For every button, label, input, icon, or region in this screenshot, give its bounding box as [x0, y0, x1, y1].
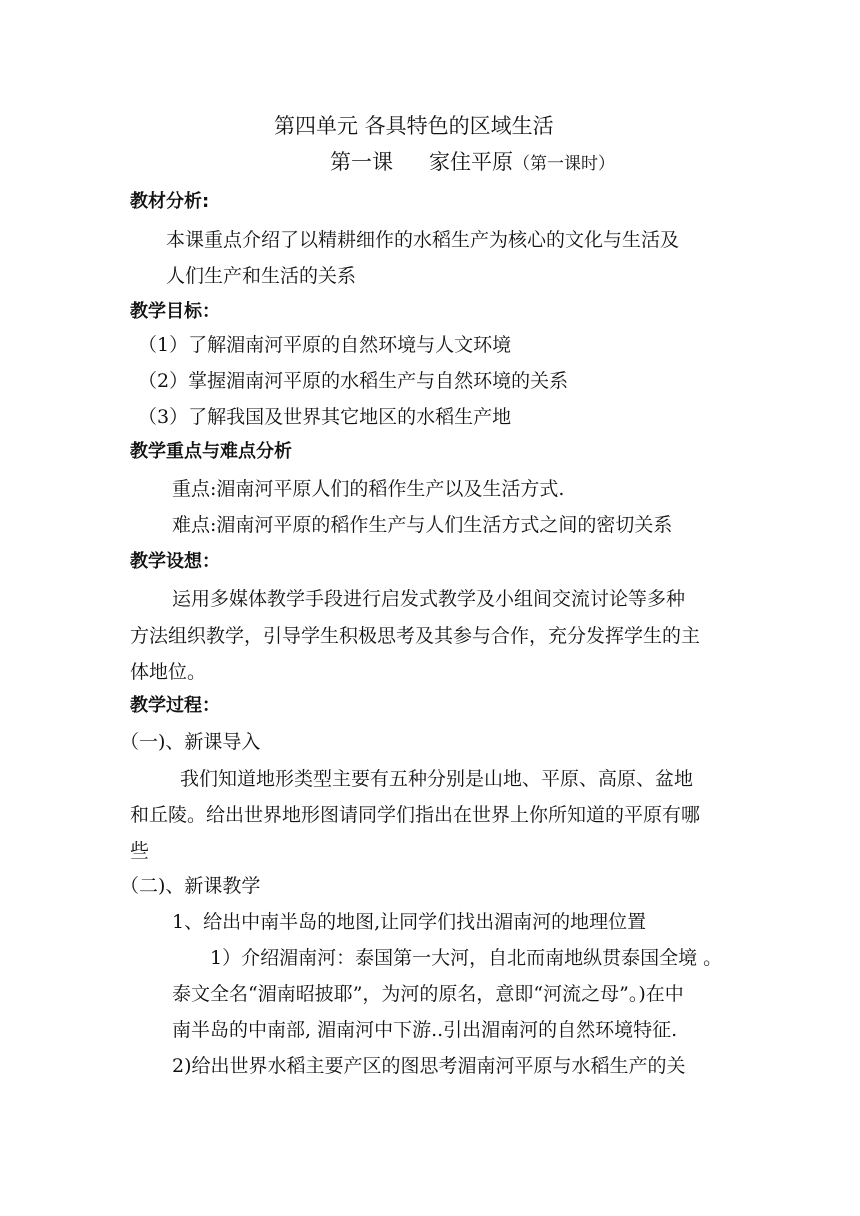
- idea-line-2: 方法组织教学，引导学生积极思考及其参与合作，充分发挥学生的主: [130, 625, 701, 647]
- teach-line-3: 泰文全名“湄南昭披耶”，为河的原名，意即“河流之母”。)在中: [172, 983, 684, 1005]
- analysis-line-1: 本课重点介绍了以精耕细作的水稻生产为核心的文化与生活及: [166, 229, 680, 251]
- keypoint-difficulty: 难点:湄南河平原的稻作生产与人们生活方式之间的密切关系: [172, 514, 673, 536]
- lesson-title: [330, 150, 615, 176]
- teach-line-5: 2)给出世界水稻主要产区的图思考湄南河平原与水稻生产的关: [172, 1055, 686, 1077]
- intro-line-3: 些: [130, 840, 150, 862]
- intro-line-1: 我们知道地形类型主要有五种分别是山地、平原、高原、盆地: [180, 768, 694, 790]
- goal-item-2: （2）掌握湄南河平原的水稻生产与自然环境的关系: [138, 370, 569, 392]
- intro-label: （一)、新课导入: [120, 731, 261, 753]
- idea-heading: 教学设想：: [130, 551, 220, 572]
- lesson-number: 第一课: [330, 150, 393, 174]
- goals-heading: 教学目标：: [130, 301, 220, 322]
- lesson-name: 家住平原: [429, 150, 513, 174]
- lesson-note: （第一课时）: [513, 154, 615, 174]
- process-heading: 教学过程：: [130, 695, 220, 716]
- analysis-line-2: 人们生产和生活的关系: [166, 265, 357, 287]
- keypoint-focus: 重点:湄南河平原人们的稻作生产以及生活方式.: [172, 478, 565, 500]
- teach-label: （二)、新课教学: [120, 875, 261, 897]
- intro-line-2: 和丘陵。给出世界地形图请同学们指出在世界上你所知道的平原有哪: [130, 804, 701, 826]
- teach-line-2: 1）介绍湄南河：泰国第一大河，自北而南地纵贯泰国全境 。: [210, 947, 723, 969]
- goal-item-1: （1）了解湄南河平原的自然环境与人文环境: [138, 334, 512, 356]
- analysis-heading: 教材分析:: [130, 191, 210, 212]
- goal-item-3: （3）了解我国及世界其它地区的水稻生产地: [138, 406, 512, 428]
- teach-line-4: 南半岛的中南部, 湄南河中下游..引出湄南河的自然环境特征.: [172, 1019, 678, 1041]
- teach-line-1: 1、给出中南半岛的地图,让同学们找出湄南河的地理位置: [172, 911, 647, 933]
- idea-line-3: 体地位。: [130, 661, 207, 683]
- idea-line-1: 运用多媒体教学手段进行启发式教学及小组间交流讨论等多种: [172, 588, 686, 610]
- keypoints-heading: 教学重点与难点分析: [130, 441, 292, 462]
- unit-title: 第四单元 各具特色的区域生活: [274, 114, 554, 138]
